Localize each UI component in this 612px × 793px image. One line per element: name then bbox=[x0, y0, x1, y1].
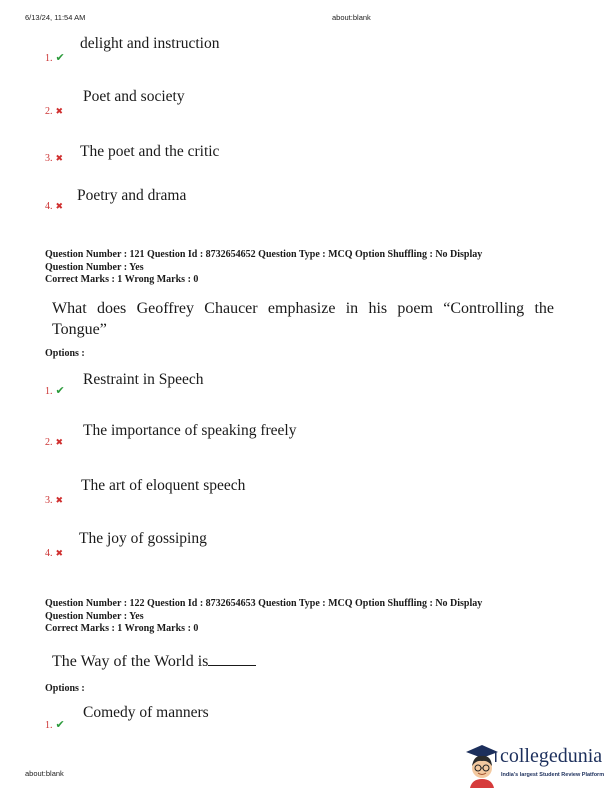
footer-url: about:blank bbox=[25, 769, 64, 778]
options-label: Options : bbox=[45, 348, 85, 359]
option-number: 4. ✖ bbox=[45, 548, 64, 559]
option-text: The art of eloquent speech bbox=[81, 477, 246, 494]
option-number: 2. ✖ bbox=[45, 106, 64, 117]
question-meta: Question Number : 122 Question Id : 8732654653 Question Type : MCQ Option Shuffling : No Display Question Number : Yes Correct Marks : 1 Wrong Marks : 0 bbox=[45, 598, 483, 634]
collegedunia-logo bbox=[462, 742, 610, 790]
logo-tagline: India's largest Student Review Platform bbox=[501, 772, 605, 778]
question-text: The Way of the World is bbox=[52, 651, 554, 672]
option-text: Comedy of manners bbox=[83, 704, 209, 721]
cross-icon: ✖ bbox=[55, 495, 64, 505]
cross-icon: ✖ bbox=[55, 548, 64, 558]
answer-blank bbox=[208, 652, 256, 666]
question-meta: Question Number : 121 Question Id : 8732654652 Question Type : MCQ Option Shuffling : No Display Question Number : Yes Correct Marks : 1 Wrong Marks : 0 bbox=[45, 249, 483, 285]
option-number: 2. ✖ bbox=[45, 437, 64, 448]
options-label: Options : bbox=[45, 683, 85, 694]
option-text: delight and instruction bbox=[80, 35, 220, 52]
graduate-icon bbox=[462, 742, 500, 788]
option-number: 1. ✔ bbox=[45, 52, 65, 64]
print-timestamp: 6/13/24, 11:54 AM bbox=[25, 13, 86, 22]
cross-icon: ✖ bbox=[55, 437, 64, 447]
option-text: Restraint in Speech bbox=[83, 371, 204, 388]
print-url: about:blank bbox=[332, 13, 371, 22]
option-number: 3. ✖ bbox=[45, 495, 64, 506]
check-icon: ✔ bbox=[55, 385, 65, 397]
cross-icon: ✖ bbox=[55, 153, 64, 163]
question-text: What does Geoffrey Chaucer emphasize in his poem “Controlling the Tongue” bbox=[52, 300, 554, 338]
check-icon: ✔ bbox=[55, 719, 65, 731]
cross-icon: ✖ bbox=[55, 201, 64, 211]
option-text: Poetry and drama bbox=[77, 187, 187, 204]
option-number: 3. ✖ bbox=[45, 153, 64, 164]
option-text: The importance of speaking freely bbox=[83, 422, 297, 439]
cross-icon: ✖ bbox=[55, 106, 64, 116]
check-icon: ✔ bbox=[55, 52, 65, 64]
option-number: 1. ✔ bbox=[45, 719, 65, 731]
option-number: 4. ✖ bbox=[45, 201, 64, 212]
option-text: The joy of gossiping bbox=[79, 530, 207, 547]
option-number: 1. ✔ bbox=[45, 385, 65, 397]
logo-name: collegedunia bbox=[500, 745, 603, 767]
option-text: Poet and society bbox=[83, 88, 185, 105]
option-text: The poet and the critic bbox=[80, 143, 220, 160]
